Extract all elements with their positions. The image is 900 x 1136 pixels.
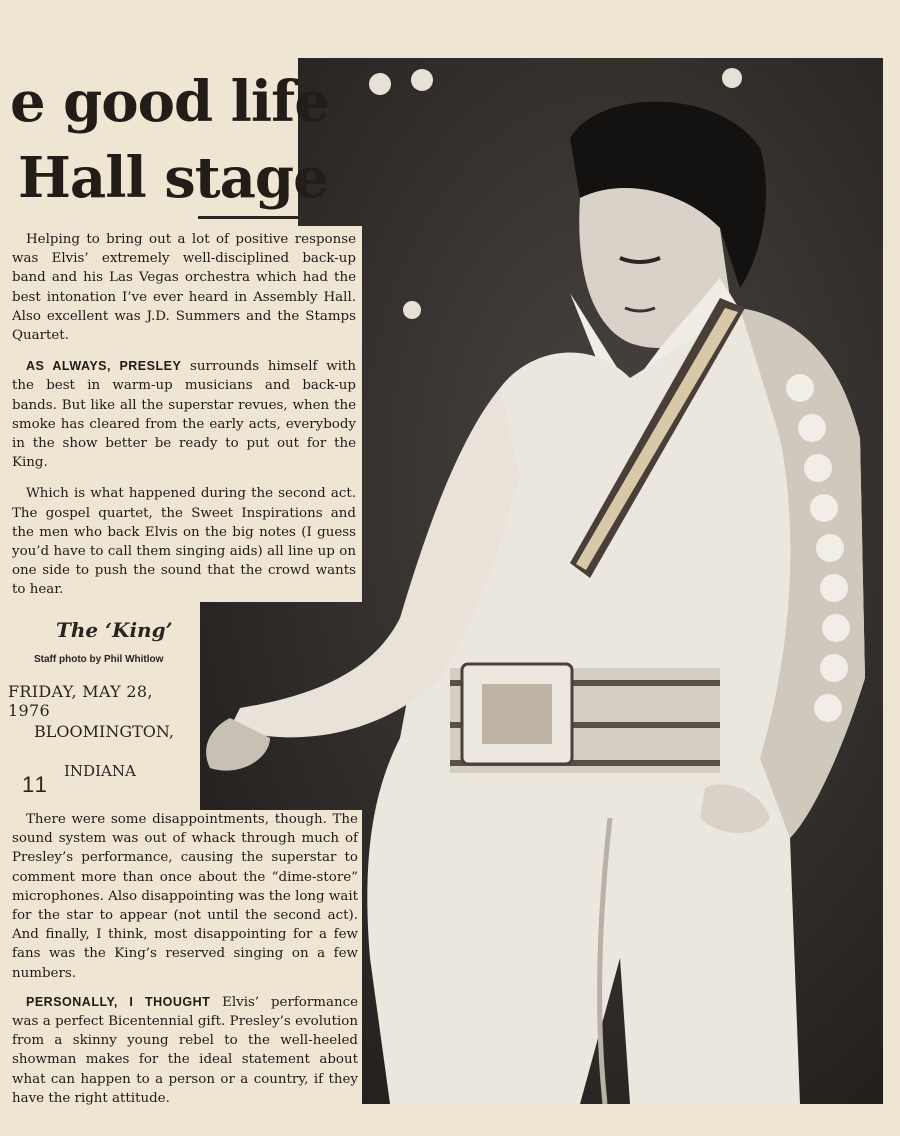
page-number: 11 bbox=[22, 772, 49, 797]
paragraph-4: There were some disappointments, though. The sound system was out of whack through much of Presley’s performance, causing the superstar to comment more than once about the “dime-store” microphones. Also disappointing was the long wait for the star to appear (not until the second act). And finally, I think, most disappointing for a few fans was the King’s reserved singing on a few numbers. bbox=[12, 812, 358, 981]
paragraph-1: Helping to bring out a lot of positive response was Elvis’ extremely well-disciplined back-up band and his Las Vegas orchestra which had the best intonation I’ve ever heard in Assembly Hall. Also excellent was J.D. Summers and the Stamps Quartet. bbox=[12, 232, 356, 344]
headline-line-1: e good life bbox=[10, 69, 329, 135]
headline-rule bbox=[198, 216, 298, 219]
dateline-date: FRIDAY, MAY 28, 1976 bbox=[8, 682, 153, 720]
dateline-city: BLOOMINGTON, bbox=[34, 722, 174, 741]
paragraph-lead: AS ALWAYS, PRESLEY bbox=[26, 359, 182, 374]
dateline-state: INDIANA bbox=[64, 762, 136, 780]
paragraph-lead: PERSONALLY, I THOUGHT bbox=[26, 994, 211, 1009]
photo-credit: Staff photo by Phil Whitlow bbox=[34, 654, 164, 665]
paragraph-2: AS ALWAYS, PRESLEY surrounds himself with the best in warm-up musicians and back-up bands. But like all the superstar revues, when the smoke has cleared from the early acts, everybody in the show better be ready to put out for the King. bbox=[12, 359, 356, 471]
paragraph-5: PERSONALLY, I THOUGHT Elvis’ performance was a perfect Bicentennial gift. Presley’s evolution from a skinny young rebel to the well-heeled showman makes for the ideal statement about what can happen to a person or a country, if they have the right attitude. bbox=[12, 994, 358, 1106]
article-column-bottom bbox=[0, 810, 362, 1110]
article-column-top bbox=[0, 226, 362, 602]
photo-caption-title: The ‘King’ bbox=[56, 618, 173, 642]
paragraph-3: Which is what happened during the second act. The gospel quartet, the Sweet Inspirations and the men who back Elvis on the big notes (I guess you’d have to call them singing aids) all line up on one side to push the sound that the crowd wants to hear. bbox=[12, 486, 356, 598]
headline-line-2: Hall stage bbox=[18, 145, 328, 211]
caption-dateline-box bbox=[0, 598, 200, 810]
headline-panel bbox=[0, 58, 329, 226]
